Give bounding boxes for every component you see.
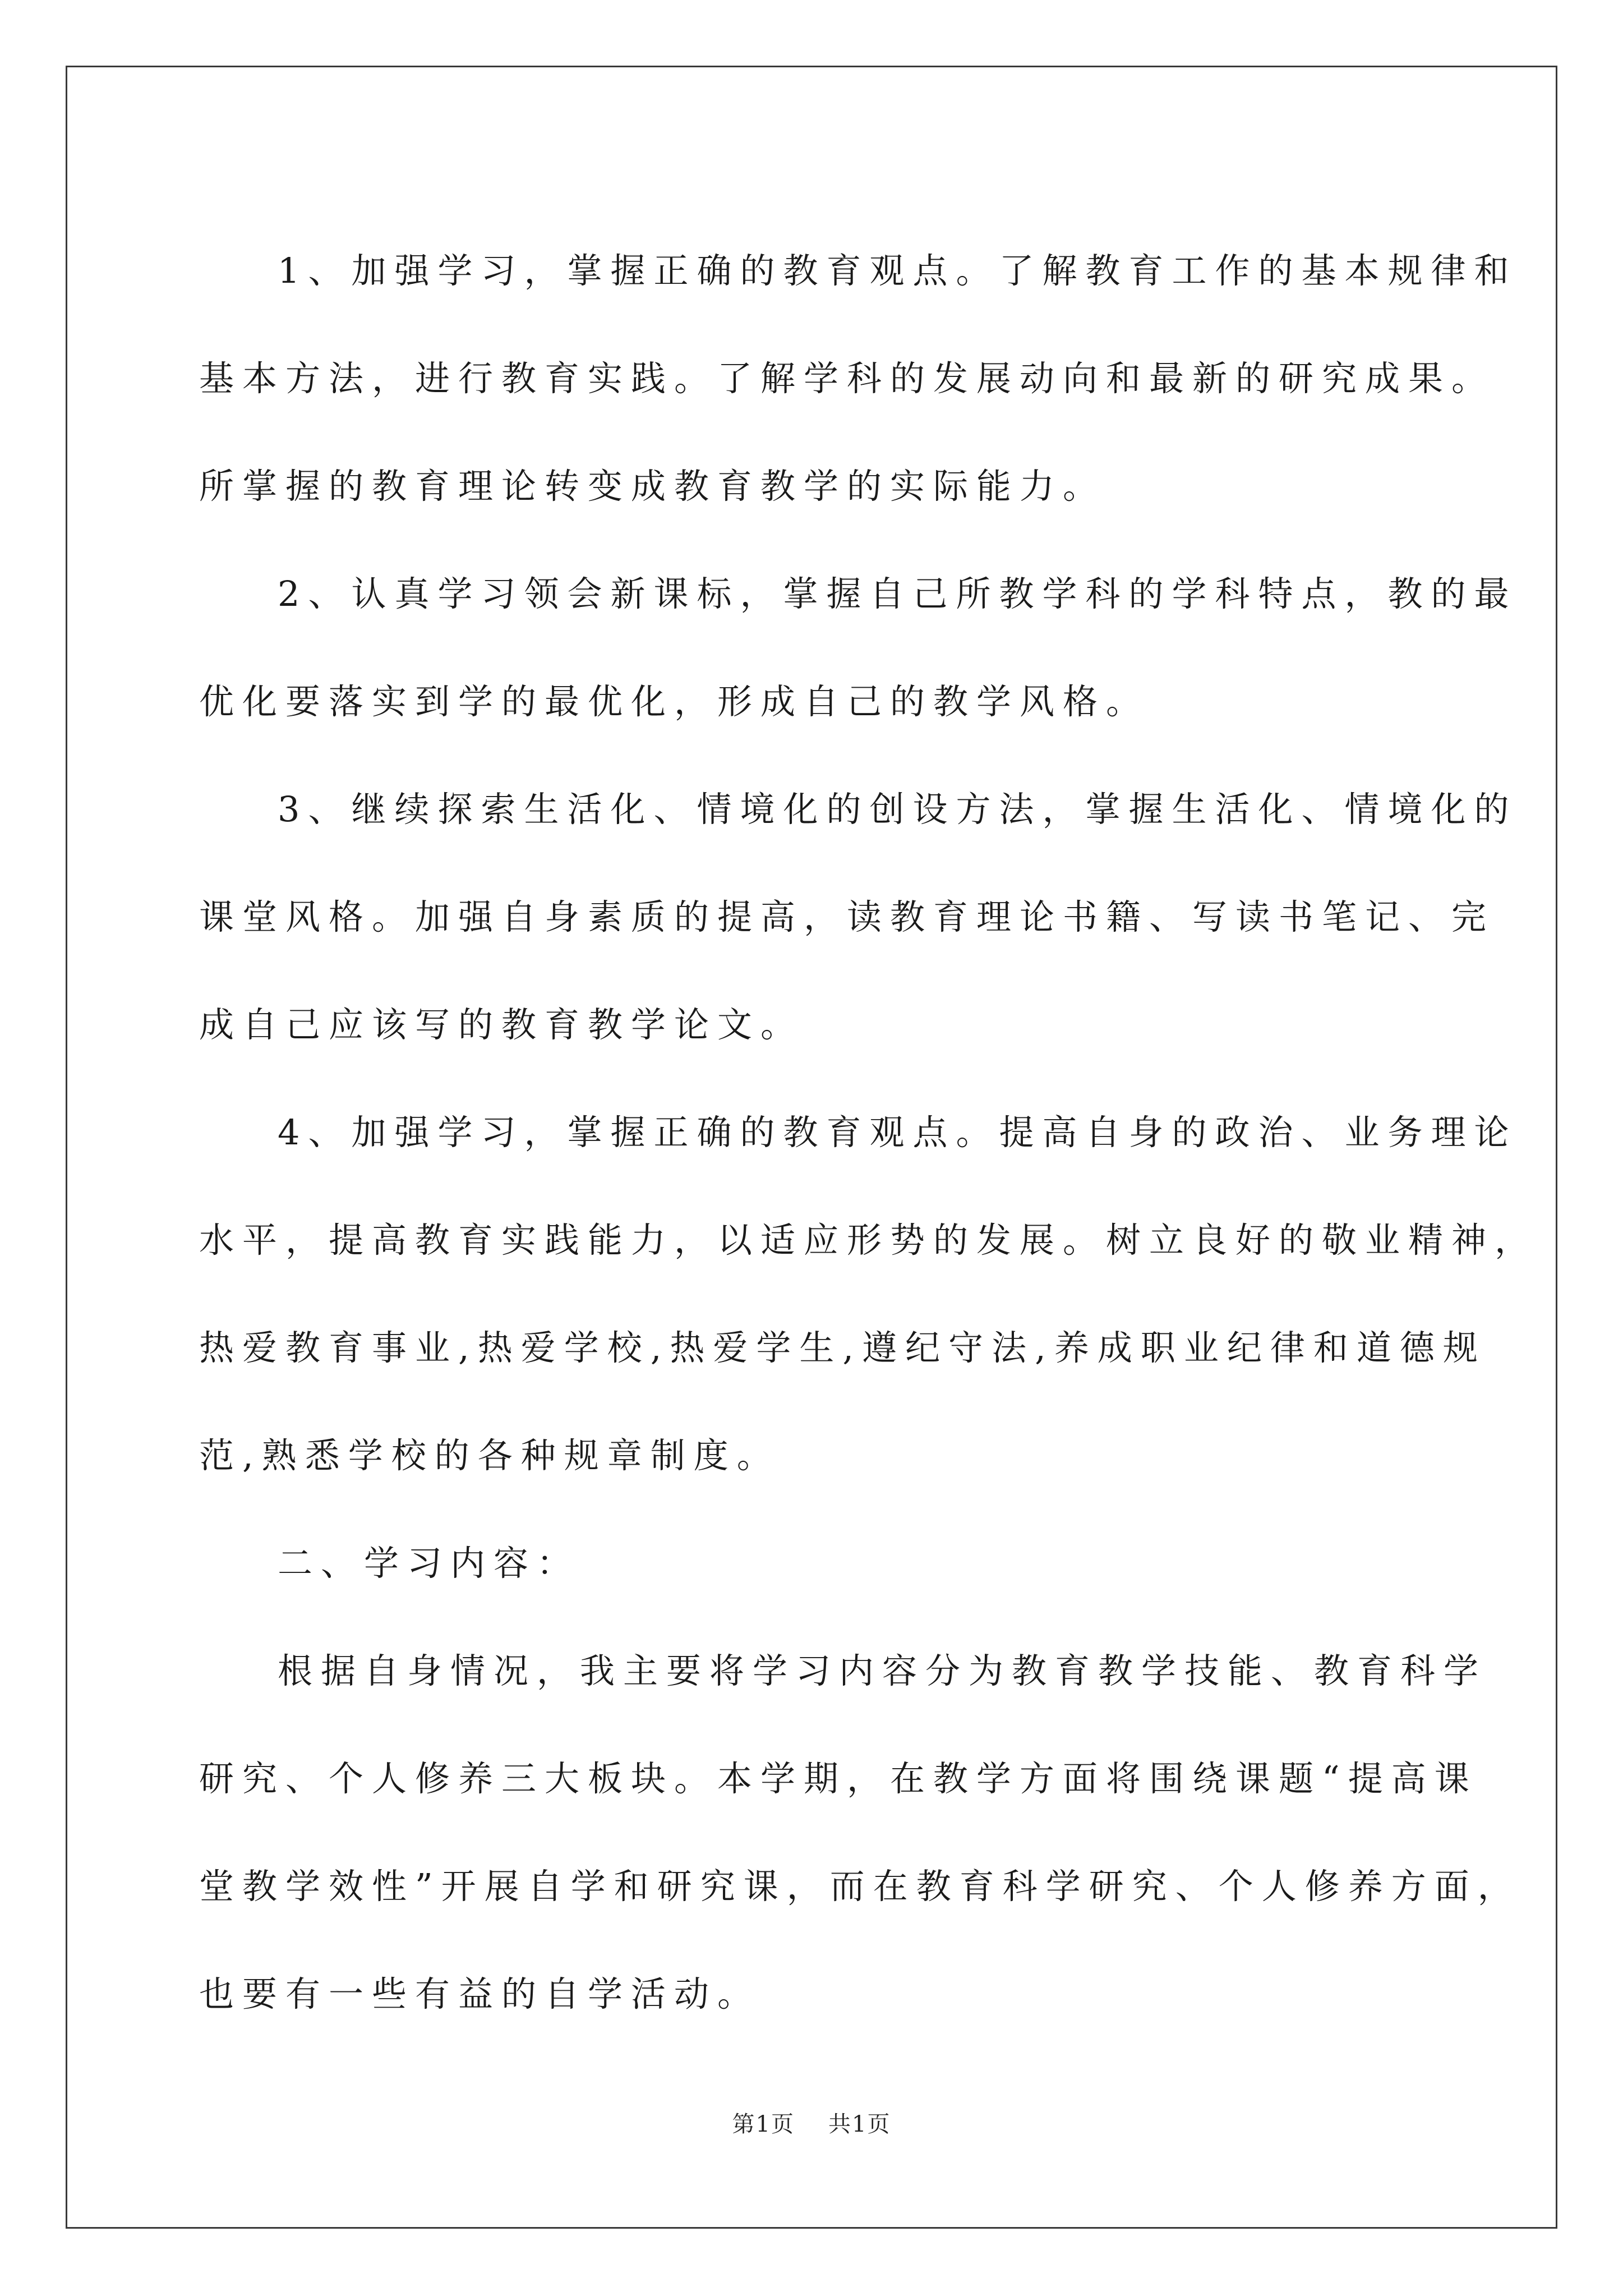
text-line: 基本方法，进行教育实践。了解学科的发展动向和最新的研究成果。 — [199, 358, 1495, 399]
text-line: 也要有一些有益的自学活动。 — [199, 1973, 761, 2014]
text-line: 成自己应该写的教育教学论文。 — [199, 1004, 804, 1045]
page-footer — [0, 2106, 1623, 2138]
text-line: 2、认真学习领会新课标，掌握自己所教学科的学科特点，教的最 — [278, 573, 1518, 614]
text-line: 4、加强学习，掌握正确的教育观点。提高自身的政治、业务理论 — [278, 1112, 1518, 1153]
text-line: 范,熟悉学校的各种规章制度。 — [199, 1435, 780, 1476]
text-line: 热爱教育事业,热爱学校,热爱学生,遵纪守法,养成职业纪律和道德规 — [199, 1327, 1486, 1368]
page-number: 第1页 — [732, 2111, 795, 2137]
paragraph-2 — [199, 540, 1518, 756]
text-line: 优化要落实到学的最优化，形成自己的教学风格。 — [199, 681, 1150, 722]
paragraph-1 — [199, 217, 1518, 540]
text-line: 所掌握的教育理论转变成教育教学的实际能力。 — [199, 466, 1106, 507]
document-body — [199, 217, 1538, 2048]
heading-line: 二、学习内容： — [278, 1543, 580, 1584]
text-line: 3、继续探索生活化、情境化的创设方法，掌握生活化、情境化的 — [278, 789, 1518, 830]
text-line: 堂教学效性”开展自学和研究课，而在教育科学研究、个人修养方面， — [199, 1866, 1521, 1907]
section-heading — [199, 1510, 1427, 1617]
text-line: 课堂风格。加强自身素质的提高，读教育理论书籍、写读书笔记、完 — [199, 896, 1495, 937]
paragraph-4 — [199, 1079, 1538, 1510]
text-line: 水平，提高教育实践能力，以适应形势的发展。树立良好的敬业精神， — [199, 1220, 1538, 1260]
text-line: 根据自身情况，我主要将学习内容分为教育教学技能、教育科学 — [278, 1650, 1487, 1691]
paragraph-3 — [199, 756, 1518, 1079]
paragraph-6 — [199, 1617, 1521, 2048]
text-line: 研究、个人修养三大板块。本学期，在教学方面将围绕课题“提高课 — [199, 1758, 1478, 1799]
page-total: 共1页 — [828, 2111, 891, 2137]
text-line: 1、加强学习，掌握正确的教育观点。了解教育工作的基本规律和 — [278, 250, 1518, 291]
